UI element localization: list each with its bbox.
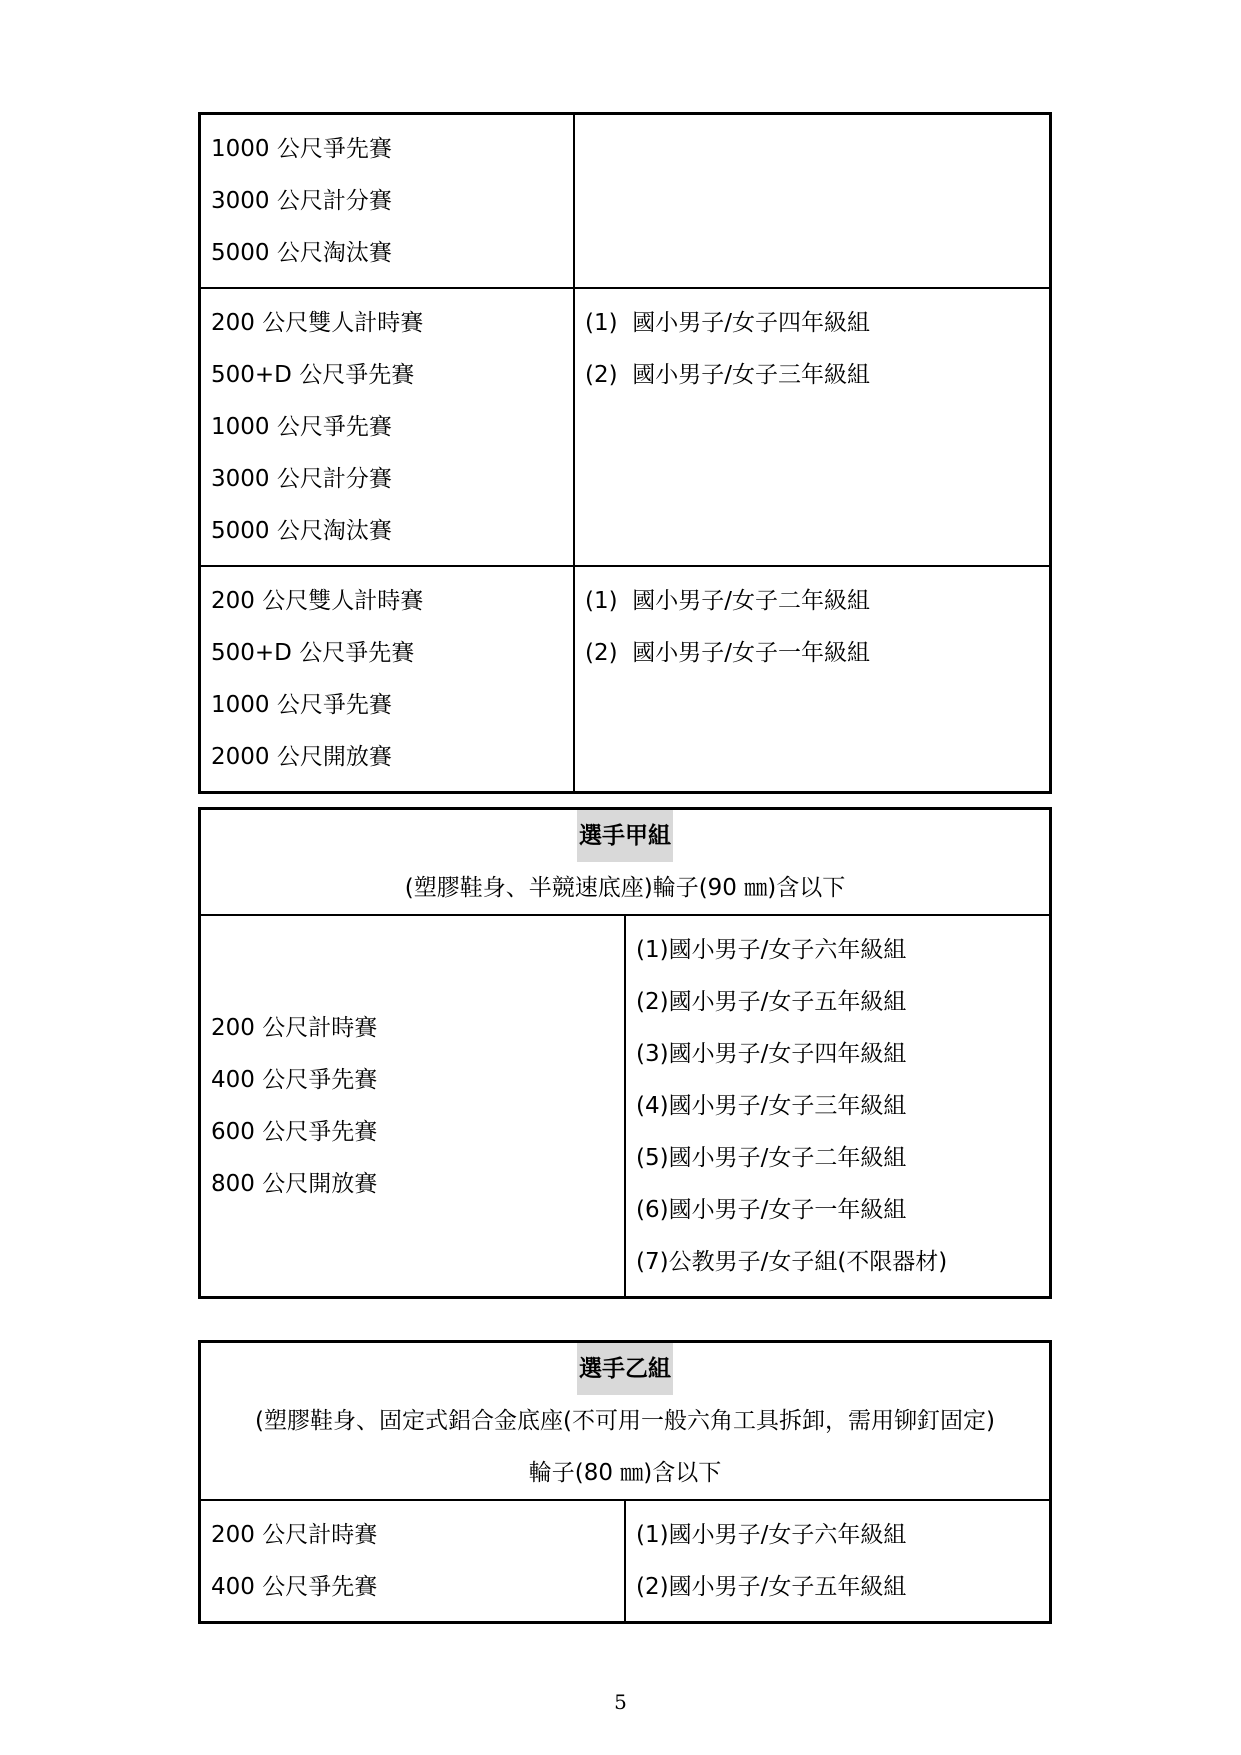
events-table-group-b bbox=[198, 1340, 1052, 1624]
event-item: 500+D 公尺爭先賽 bbox=[211, 362, 415, 388]
event-item: 5000 公尺淘汰賽 bbox=[211, 518, 392, 544]
event-item: 400 公尺爭先賽 bbox=[211, 1067, 378, 1093]
group-item: (7)公教男子/女子組(不限器材) bbox=[636, 1249, 948, 1275]
group-item: (1) 國小男子/女子四年級組 bbox=[585, 310, 870, 336]
events-cell bbox=[200, 288, 575, 566]
events-table-group-a bbox=[198, 807, 1052, 1299]
event-item: 200 公尺計時賽 bbox=[211, 1015, 378, 1041]
groups-cell bbox=[574, 114, 1051, 289]
event-item: 1000 公尺爭先賽 bbox=[211, 136, 392, 162]
event-item: 2000 公尺開放賽 bbox=[211, 744, 392, 770]
group-item: (1)國小男子/女子六年級組 bbox=[636, 1522, 907, 1548]
group-title: 選手乙組 bbox=[577, 1343, 673, 1395]
table-row bbox=[200, 288, 1051, 566]
group-item: (1)國小男子/女子六年級組 bbox=[636, 937, 907, 963]
event-item: 500+D 公尺爭先賽 bbox=[211, 640, 415, 666]
events-cell bbox=[200, 566, 575, 793]
groups-cell bbox=[574, 288, 1051, 566]
group-item: (2)國小男子/女子五年級組 bbox=[636, 1574, 907, 1600]
group-title: 選手甲組 bbox=[577, 810, 673, 862]
group-item: (3)國小男子/女子四年級組 bbox=[636, 1041, 907, 1067]
event-item: 5000 公尺淘汰賽 bbox=[211, 240, 392, 266]
groups-cell bbox=[625, 915, 1051, 1298]
group-subtitle: (塑膠鞋身、半競速底座)輪子(90 ㎜)含以下 bbox=[404, 875, 846, 901]
event-item: 3000 公尺計分賽 bbox=[211, 188, 392, 214]
groups-cell bbox=[574, 566, 1051, 793]
group-header-cell bbox=[200, 809, 1051, 916]
table-row bbox=[200, 114, 1051, 289]
event-item: 200 公尺雙人計時賽 bbox=[211, 588, 424, 614]
event-item: 1000 公尺爭先賽 bbox=[211, 414, 392, 440]
group-subtitle: (塑膠鞋身、固定式鋁合金底座(不可用一般六角工具拆卸，需用铆釘固定) bbox=[255, 1408, 995, 1434]
group-item: (6)國小男子/女子一年級組 bbox=[636, 1197, 907, 1223]
groups-cell bbox=[625, 1500, 1051, 1623]
event-item: 1000 公尺爭先賽 bbox=[211, 692, 392, 718]
event-item: 400 公尺爭先賽 bbox=[211, 1574, 378, 1600]
event-item: 200 公尺計時賽 bbox=[211, 1522, 378, 1548]
group-item: (2) 國小男子/女子三年級組 bbox=[585, 362, 870, 388]
table-row bbox=[200, 566, 1051, 793]
group-subtitle: 輪子(80 ㎜)含以下 bbox=[528, 1460, 722, 1486]
group-header-cell bbox=[200, 1342, 1051, 1501]
group-item: (2)國小男子/女子五年級組 bbox=[636, 989, 907, 1015]
table-header-row bbox=[200, 809, 1051, 916]
event-item: 3000 公尺計分賽 bbox=[211, 466, 392, 492]
group-item: (2) 國小男子/女子一年級組 bbox=[585, 640, 870, 666]
page-number: 5 bbox=[614, 1690, 627, 1714]
table-header-row bbox=[200, 1342, 1051, 1501]
event-item: 200 公尺雙人計時賽 bbox=[211, 310, 424, 336]
event-item: 600 公尺爭先賽 bbox=[211, 1119, 378, 1145]
group-item: (1) 國小男子/女子二年級組 bbox=[585, 588, 870, 614]
table-row bbox=[200, 915, 1051, 1298]
events-cell bbox=[200, 1500, 626, 1623]
events-cell bbox=[200, 114, 575, 289]
table-row bbox=[200, 1500, 1051, 1623]
group-item: (5)國小男子/女子二年級組 bbox=[636, 1145, 907, 1171]
events-table-1 bbox=[198, 112, 1052, 794]
event-item: 800 公尺開放賽 bbox=[211, 1171, 378, 1197]
group-item: (4)國小男子/女子三年級組 bbox=[636, 1093, 907, 1119]
events-cell bbox=[200, 915, 626, 1298]
